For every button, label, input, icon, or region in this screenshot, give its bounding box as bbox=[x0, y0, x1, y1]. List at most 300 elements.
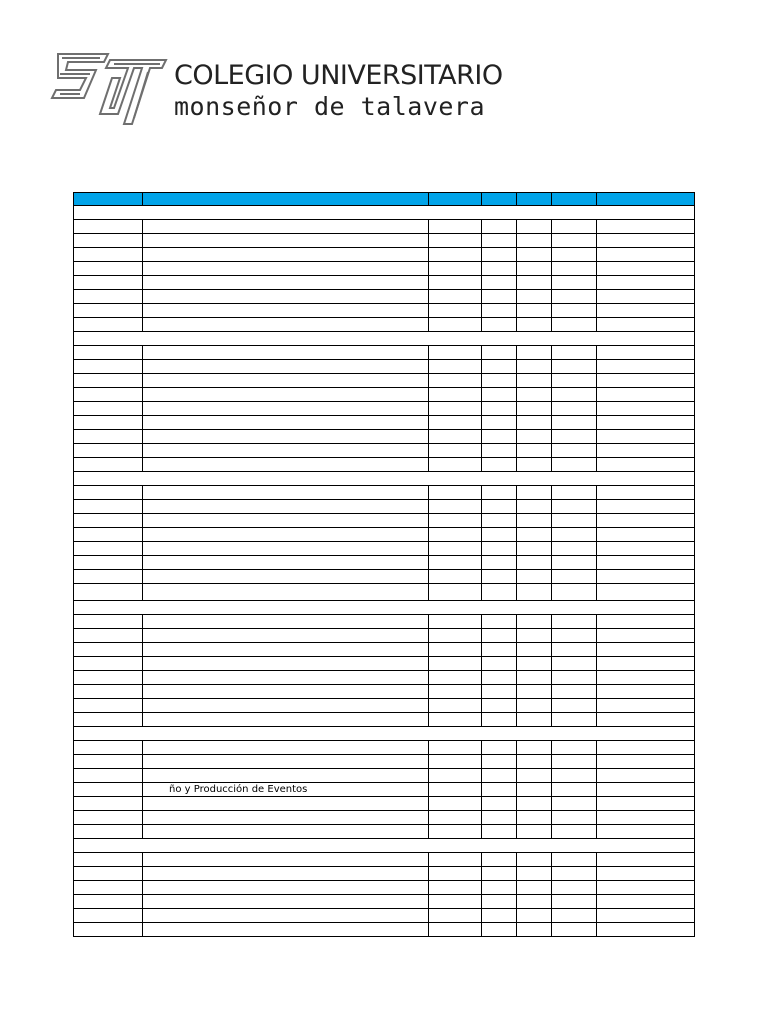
table-cell bbox=[482, 783, 517, 797]
table-cell bbox=[482, 234, 517, 248]
table-cell bbox=[552, 248, 597, 262]
table-cell bbox=[74, 500, 143, 514]
table-cell bbox=[517, 657, 552, 671]
table-cell bbox=[517, 755, 552, 769]
table-cell bbox=[597, 346, 695, 360]
description-cell bbox=[143, 643, 429, 657]
table-header-cell bbox=[552, 193, 597, 206]
table-cell bbox=[597, 881, 695, 895]
table-cell bbox=[597, 657, 695, 671]
table-cell bbox=[517, 248, 552, 262]
table-cell bbox=[552, 388, 597, 402]
table-cell bbox=[552, 584, 597, 601]
table-cell bbox=[482, 430, 517, 444]
table-row bbox=[74, 262, 695, 276]
table-cell bbox=[517, 867, 552, 881]
table-cell bbox=[429, 643, 482, 657]
table-header-cell bbox=[597, 193, 695, 206]
table-cell bbox=[552, 514, 597, 528]
table-cell bbox=[552, 290, 597, 304]
table-cell bbox=[517, 909, 552, 923]
table-cell bbox=[429, 402, 482, 416]
table-row bbox=[74, 881, 695, 895]
table-row bbox=[74, 416, 695, 430]
table-row bbox=[74, 867, 695, 881]
table-cell bbox=[482, 825, 517, 839]
table-cell bbox=[429, 741, 482, 755]
table-cell bbox=[517, 500, 552, 514]
table-cell bbox=[552, 276, 597, 290]
table-row bbox=[74, 360, 695, 374]
description-cell bbox=[143, 346, 429, 360]
table-cell bbox=[597, 388, 695, 402]
table-cell bbox=[552, 444, 597, 458]
table-row bbox=[74, 643, 695, 657]
description-cell bbox=[143, 220, 429, 234]
table-cell bbox=[429, 909, 482, 923]
table-cell bbox=[552, 853, 597, 867]
table-cell bbox=[517, 853, 552, 867]
table-cell bbox=[552, 402, 597, 416]
table-cell bbox=[482, 570, 517, 584]
table-cell bbox=[482, 416, 517, 430]
table-cell bbox=[482, 741, 517, 755]
table-cell bbox=[74, 755, 143, 769]
table-cell bbox=[74, 360, 143, 374]
table-cell bbox=[597, 444, 695, 458]
table-header-row bbox=[74, 193, 695, 206]
table-cell bbox=[74, 514, 143, 528]
table-cell bbox=[552, 867, 597, 881]
table-cell bbox=[517, 360, 552, 374]
table-cell bbox=[482, 769, 517, 783]
table-cell bbox=[429, 923, 482, 937]
table-cell bbox=[517, 713, 552, 727]
description-cell bbox=[143, 402, 429, 416]
table-cell bbox=[517, 895, 552, 909]
table-cell bbox=[552, 685, 597, 699]
table-cell bbox=[74, 346, 143, 360]
table-cell bbox=[74, 584, 143, 601]
table-cell bbox=[517, 783, 552, 797]
table-cell bbox=[517, 234, 552, 248]
table-cell bbox=[552, 797, 597, 811]
table-row bbox=[74, 699, 695, 713]
table-cell bbox=[552, 657, 597, 671]
description-cell bbox=[143, 248, 429, 262]
description-cell bbox=[143, 895, 429, 909]
table-cell bbox=[482, 867, 517, 881]
table-cell bbox=[517, 514, 552, 528]
table-row bbox=[74, 685, 695, 699]
table-cell bbox=[517, 685, 552, 699]
table-cell bbox=[74, 374, 143, 388]
table-cell bbox=[552, 360, 597, 374]
description-cell bbox=[143, 853, 429, 867]
table-row bbox=[74, 234, 695, 248]
table-cell bbox=[552, 713, 597, 727]
table-cell bbox=[597, 570, 695, 584]
table-cell bbox=[482, 374, 517, 388]
table-cell bbox=[597, 500, 695, 514]
section-cell bbox=[74, 601, 695, 615]
table-cell bbox=[597, 783, 695, 797]
table-cell bbox=[482, 657, 517, 671]
table-cell bbox=[429, 304, 482, 318]
description-cell bbox=[143, 500, 429, 514]
table-cell bbox=[517, 276, 552, 290]
table-row bbox=[74, 783, 695, 797]
table-cell bbox=[517, 458, 552, 472]
table-row bbox=[74, 923, 695, 937]
table-cell bbox=[74, 430, 143, 444]
table-cell bbox=[552, 699, 597, 713]
table-cell bbox=[597, 769, 695, 783]
table-cell bbox=[597, 248, 695, 262]
table-cell bbox=[429, 262, 482, 276]
table-row bbox=[74, 430, 695, 444]
description-cell bbox=[143, 699, 429, 713]
table-cell bbox=[482, 797, 517, 811]
table-cell bbox=[552, 556, 597, 570]
cumt-emblem-icon bbox=[50, 48, 170, 128]
table-cell bbox=[482, 514, 517, 528]
table-cell bbox=[597, 685, 695, 699]
table-cell bbox=[482, 923, 517, 937]
table-cell bbox=[429, 853, 482, 867]
section-cell bbox=[74, 472, 695, 486]
table-cell bbox=[74, 234, 143, 248]
description-cell bbox=[143, 615, 429, 629]
table-cell bbox=[482, 290, 517, 304]
table-section-row bbox=[74, 472, 695, 486]
table-cell bbox=[552, 486, 597, 500]
table-cell bbox=[517, 346, 552, 360]
table-cell bbox=[517, 304, 552, 318]
table-row bbox=[74, 811, 695, 825]
table-cell bbox=[429, 500, 482, 514]
table-cell bbox=[482, 895, 517, 909]
table-cell bbox=[552, 570, 597, 584]
description-cell bbox=[143, 528, 429, 542]
table-cell bbox=[597, 811, 695, 825]
table-cell bbox=[597, 629, 695, 643]
table-cell bbox=[517, 290, 552, 304]
table-cell bbox=[429, 416, 482, 430]
table-row bbox=[74, 657, 695, 671]
table-cell bbox=[597, 304, 695, 318]
table-cell bbox=[597, 909, 695, 923]
table-cell bbox=[597, 514, 695, 528]
table-cell bbox=[482, 909, 517, 923]
table-row bbox=[74, 220, 695, 234]
table-row bbox=[74, 290, 695, 304]
table-cell bbox=[552, 262, 597, 276]
table-row bbox=[74, 570, 695, 584]
table-cell bbox=[597, 867, 695, 881]
table-row bbox=[74, 388, 695, 402]
table-cell bbox=[482, 853, 517, 867]
table-row bbox=[74, 713, 695, 727]
table-cell bbox=[482, 248, 517, 262]
table-cell bbox=[429, 388, 482, 402]
table-cell bbox=[517, 615, 552, 629]
table-row bbox=[74, 797, 695, 811]
table-cell bbox=[597, 825, 695, 839]
table-cell bbox=[597, 374, 695, 388]
table-cell bbox=[429, 797, 482, 811]
table-cell bbox=[482, 811, 517, 825]
description-cell bbox=[143, 923, 429, 937]
table-cell bbox=[74, 797, 143, 811]
table-cell bbox=[597, 416, 695, 430]
table-section-row bbox=[74, 332, 695, 346]
description-cell bbox=[143, 797, 429, 811]
table-cell bbox=[74, 699, 143, 713]
table-cell bbox=[74, 486, 143, 500]
description-cell bbox=[143, 262, 429, 276]
table-cell bbox=[552, 430, 597, 444]
table-cell bbox=[517, 388, 552, 402]
table-cell bbox=[517, 699, 552, 713]
table-cell bbox=[552, 741, 597, 755]
table-cell bbox=[517, 671, 552, 685]
table-row bbox=[74, 346, 695, 360]
table-cell bbox=[597, 584, 695, 601]
table-cell bbox=[597, 234, 695, 248]
table-cell bbox=[482, 755, 517, 769]
table-cell bbox=[552, 811, 597, 825]
table-row bbox=[74, 528, 695, 542]
institution-name-line2: monseñor de talavera bbox=[174, 92, 486, 121]
table-cell bbox=[74, 881, 143, 895]
table-cell bbox=[552, 783, 597, 797]
table-cell bbox=[597, 402, 695, 416]
description-cell bbox=[143, 811, 429, 825]
table-cell bbox=[597, 556, 695, 570]
table-cell bbox=[74, 783, 143, 797]
table-cell bbox=[482, 500, 517, 514]
table-cell bbox=[482, 486, 517, 500]
description-cell bbox=[143, 685, 429, 699]
table-cell bbox=[552, 458, 597, 472]
table-cell bbox=[517, 881, 552, 895]
table-cell bbox=[517, 769, 552, 783]
table-cell bbox=[429, 881, 482, 895]
table-cell bbox=[482, 584, 517, 601]
table-cell bbox=[482, 629, 517, 643]
table-cell bbox=[74, 825, 143, 839]
table-cell bbox=[552, 895, 597, 909]
institution-name-line1: COLEGIO UNIVERSITARIO bbox=[174, 60, 503, 91]
table-cell bbox=[74, 220, 143, 234]
table-header-cell bbox=[517, 193, 552, 206]
table-cell bbox=[482, 276, 517, 290]
table-cell bbox=[429, 811, 482, 825]
table-cell bbox=[74, 615, 143, 629]
section-cell bbox=[74, 332, 695, 346]
table-cell bbox=[74, 304, 143, 318]
description-cell bbox=[143, 741, 429, 755]
description-cell bbox=[143, 374, 429, 388]
table-cell bbox=[429, 444, 482, 458]
description-cell bbox=[143, 276, 429, 290]
table-cell bbox=[597, 797, 695, 811]
table-row bbox=[74, 584, 695, 601]
table-cell bbox=[74, 643, 143, 657]
description-cell bbox=[143, 570, 429, 584]
description-cell bbox=[143, 486, 429, 500]
table-cell bbox=[517, 570, 552, 584]
section-cell bbox=[74, 206, 695, 220]
table-cell bbox=[482, 542, 517, 556]
table-header-cell bbox=[74, 193, 143, 206]
description-cell bbox=[143, 825, 429, 839]
table-cell bbox=[552, 304, 597, 318]
table-cell bbox=[597, 699, 695, 713]
description-cell bbox=[143, 416, 429, 430]
table-cell bbox=[74, 923, 143, 937]
table-row bbox=[74, 486, 695, 500]
table-cell bbox=[482, 699, 517, 713]
table-cell bbox=[517, 811, 552, 825]
description-cell bbox=[143, 542, 429, 556]
table-cell bbox=[429, 542, 482, 556]
section-cell bbox=[74, 839, 695, 853]
table-cell bbox=[74, 542, 143, 556]
table-cell bbox=[482, 346, 517, 360]
table-cell bbox=[429, 825, 482, 839]
description-cell bbox=[143, 304, 429, 318]
table-cell bbox=[552, 542, 597, 556]
table-row bbox=[74, 556, 695, 570]
table-cell bbox=[517, 643, 552, 657]
table-cell bbox=[597, 528, 695, 542]
table-cell bbox=[74, 388, 143, 402]
table-cell bbox=[517, 825, 552, 839]
description-cell bbox=[143, 713, 429, 727]
table-cell bbox=[74, 867, 143, 881]
table-row bbox=[74, 615, 695, 629]
table-header-cell bbox=[429, 193, 482, 206]
table-cell bbox=[74, 262, 143, 276]
table-cell bbox=[74, 458, 143, 472]
description-cell bbox=[143, 769, 429, 783]
table-cell bbox=[482, 458, 517, 472]
description-cell bbox=[143, 629, 429, 643]
table-cell bbox=[429, 458, 482, 472]
table-row bbox=[74, 500, 695, 514]
table-cell bbox=[597, 615, 695, 629]
table-cell bbox=[482, 671, 517, 685]
table-cell bbox=[74, 811, 143, 825]
table-cell bbox=[482, 528, 517, 542]
table-cell bbox=[429, 769, 482, 783]
table-cell bbox=[429, 657, 482, 671]
table-cell bbox=[74, 290, 143, 304]
table-cell bbox=[74, 444, 143, 458]
description-cell bbox=[143, 458, 429, 472]
table-cell bbox=[74, 416, 143, 430]
table-section-row bbox=[74, 206, 695, 220]
table-cell bbox=[74, 769, 143, 783]
table-cell bbox=[429, 290, 482, 304]
table-cell bbox=[552, 923, 597, 937]
description-cell bbox=[143, 867, 429, 881]
table-row bbox=[74, 374, 695, 388]
table-cell bbox=[517, 741, 552, 755]
table-cell bbox=[552, 500, 597, 514]
table-cell bbox=[517, 486, 552, 500]
table-cell bbox=[429, 248, 482, 262]
table-row bbox=[74, 671, 695, 685]
table-cell bbox=[429, 234, 482, 248]
table-row bbox=[74, 853, 695, 867]
table-cell bbox=[482, 685, 517, 699]
table-cell bbox=[429, 671, 482, 685]
table-cell bbox=[74, 671, 143, 685]
table-row bbox=[74, 304, 695, 318]
table-cell bbox=[482, 615, 517, 629]
table-section-row bbox=[74, 601, 695, 615]
table-cell bbox=[429, 430, 482, 444]
section-cell bbox=[74, 727, 695, 741]
table-cell bbox=[429, 755, 482, 769]
table-cell bbox=[429, 867, 482, 881]
table-cell bbox=[552, 346, 597, 360]
table-cell bbox=[482, 444, 517, 458]
table-section-row bbox=[74, 839, 695, 853]
spreadsheet-table bbox=[73, 192, 695, 937]
table-cell bbox=[517, 797, 552, 811]
table-row bbox=[74, 769, 695, 783]
table-cell bbox=[74, 741, 143, 755]
table-section-row bbox=[74, 727, 695, 741]
table-cell bbox=[597, 741, 695, 755]
table-cell bbox=[429, 685, 482, 699]
table-row bbox=[74, 514, 695, 528]
description-cell bbox=[143, 430, 429, 444]
table-cell bbox=[597, 713, 695, 727]
table-cell bbox=[597, 923, 695, 937]
table-cell bbox=[74, 556, 143, 570]
table-cell bbox=[517, 444, 552, 458]
description-cell bbox=[143, 556, 429, 570]
table-row bbox=[74, 542, 695, 556]
table-cell bbox=[597, 895, 695, 909]
description-cell bbox=[143, 881, 429, 895]
table-row bbox=[74, 825, 695, 839]
description-cell bbox=[143, 514, 429, 528]
table-cell bbox=[482, 556, 517, 570]
table-cell bbox=[429, 629, 482, 643]
table-cell bbox=[482, 220, 517, 234]
table-cell bbox=[429, 220, 482, 234]
table-cell bbox=[552, 671, 597, 685]
table-row bbox=[74, 276, 695, 290]
table-cell bbox=[74, 528, 143, 542]
table-row bbox=[74, 248, 695, 262]
table-cell bbox=[74, 657, 143, 671]
table-cell bbox=[482, 643, 517, 657]
table-cell bbox=[552, 528, 597, 542]
table-cell bbox=[552, 318, 597, 332]
table-cell bbox=[74, 318, 143, 332]
institution-logo bbox=[50, 48, 503, 130]
table-cell bbox=[517, 374, 552, 388]
description-cell bbox=[143, 657, 429, 671]
description-cell: ño y Producción de Eventos bbox=[143, 783, 429, 797]
